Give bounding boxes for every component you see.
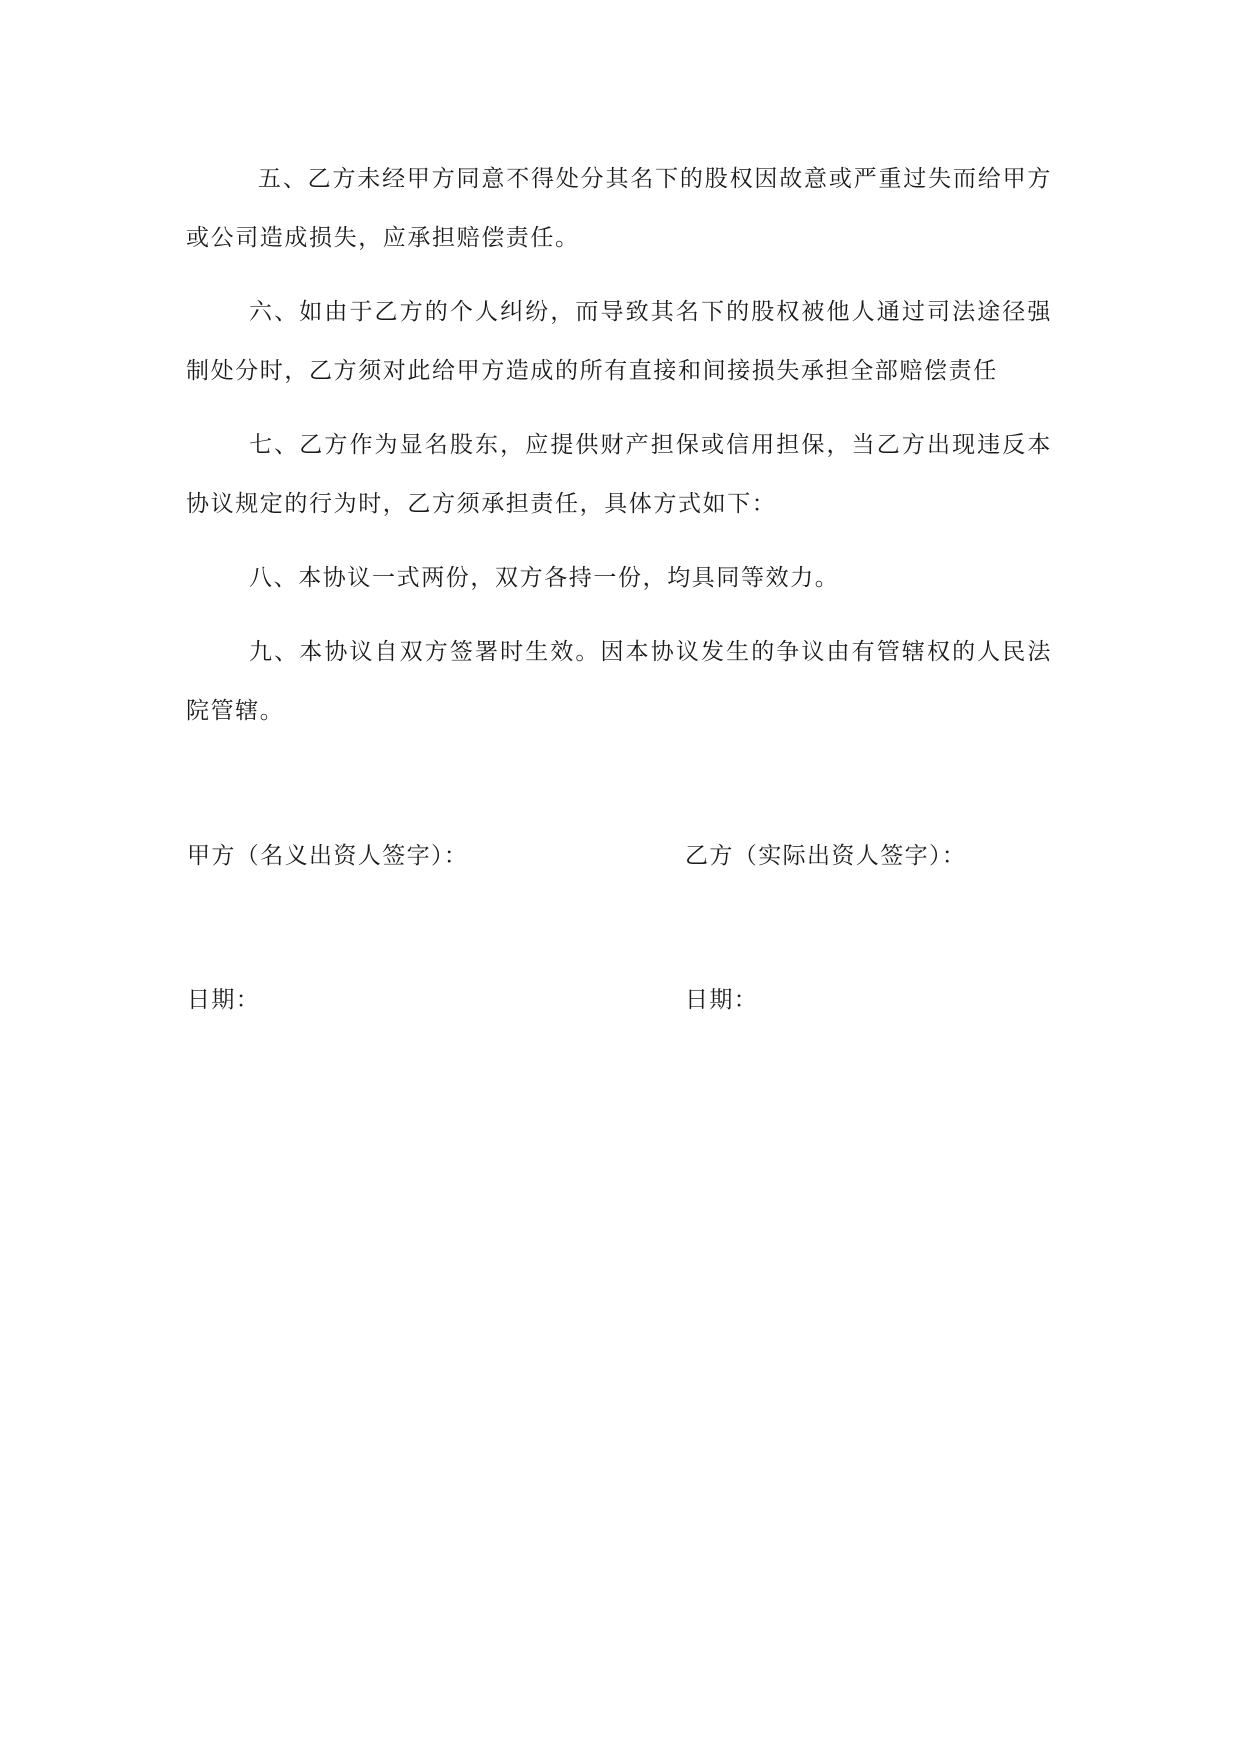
clause-9: 九、本协议自双方签署时生效。因本协议发生的争议由有管辖权的人民法院管辖。 [186, 639, 1052, 724]
party-a-date-label: 日期： [187, 987, 261, 1013]
party-b-signature-label: 乙方（实际出资人签字）： [685, 843, 967, 869]
party-b-date-label: 日期： [685, 987, 759, 1013]
party-a-signature-label: 甲方（名义出资人签字）： [187, 843, 469, 869]
clause-5: 五、乙方未经甲方同意不得处分其名下的股权因故意或严重过失而给甲方或公司造成损失，应承担赔偿责任。 [186, 166, 1052, 251]
clause-8: 八、本协议一式两份，双方各持一份，均具同等效力。 [249, 565, 840, 591]
clause-7: 七、乙方作为显名股东，应提供财产担保或信用担保，当乙方出现违反本协议规定的行为时，乙方须承担责任，具体方式如下： [186, 432, 1052, 517]
clause-6: 六、如由于乙方的个人纠纷，而导致其名下的股权被他人通过司法途径强制处分时，乙方须对此给甲方造成的所有直接和间接损失承担全部赔偿责任 [186, 299, 1052, 384]
